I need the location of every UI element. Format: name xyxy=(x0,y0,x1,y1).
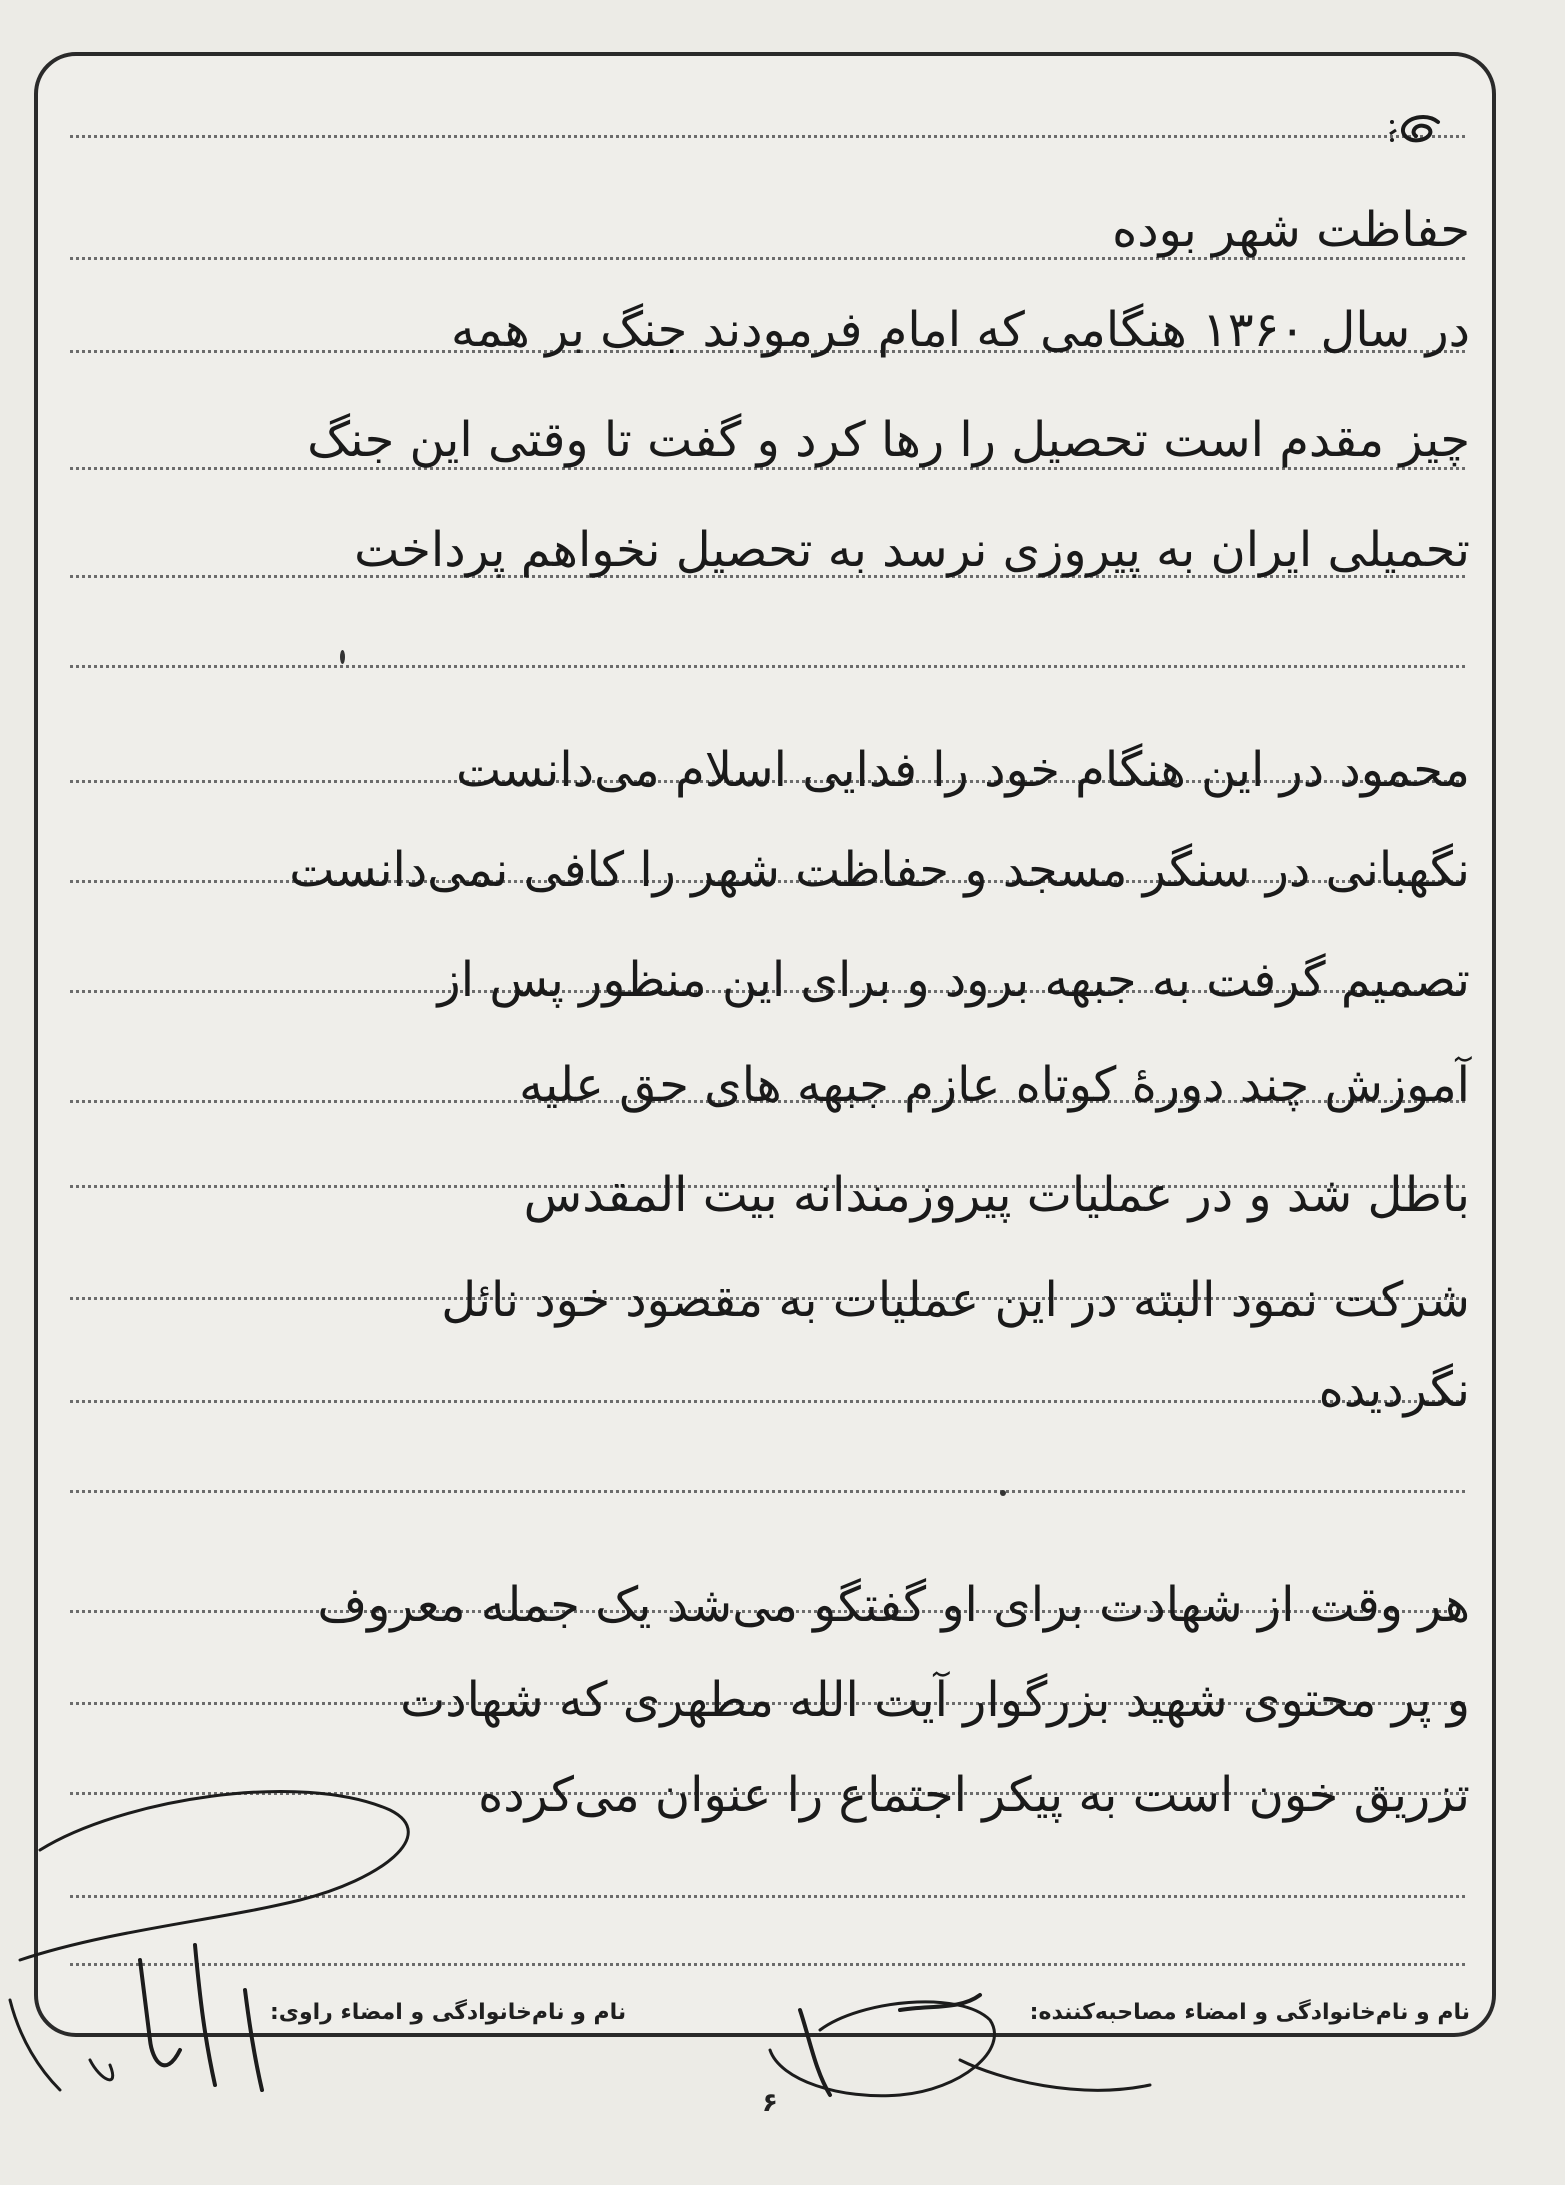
handwritten-line-10: شرکت نمود البته در این عملیات به مقصود خود نائل xyxy=(441,1272,1470,1328)
handwritten-line-2: در سال ۱۳۶۰ هنگامی که امام فرمودند جنگ بر همه xyxy=(451,302,1470,358)
handwritten-line-8: آموزش چند دورهٔ کوتاه عازم جبهه های حق علیه xyxy=(519,1057,1470,1113)
signature-footer xyxy=(270,2000,1470,2040)
interviewer-signature-label: نام و نام‌خانوادگی و امضاء مصاحبه‌کننده: xyxy=(1029,2000,1470,2025)
handwritten-line-14: تزریق خون است به پیکر اجتماع را عنوان می‌کرده xyxy=(478,1767,1470,1823)
ruled-line xyxy=(70,665,1465,668)
ruled-line xyxy=(70,1963,1465,1966)
hand-marker-icon xyxy=(1388,110,1448,150)
handwritten-line-11: نگردیده xyxy=(1318,1362,1470,1418)
handwritten-line-13: و پر محتوی شهید بزرگوار آیت الله مطهری که شهادت xyxy=(400,1672,1470,1728)
handwritten-line-9: باطل شد و در عملیات پیروزمندانه بیت المقدس xyxy=(523,1167,1470,1223)
ruled-line xyxy=(70,1490,1465,1493)
ruled-line xyxy=(70,1895,1465,1898)
ink-speck xyxy=(1000,1490,1006,1496)
handwritten-line-5: محمود در این هنگام خود را فدایی اسلام می‌دانست xyxy=(456,742,1470,798)
handwritten-line-3: چیز مقدم است تحصیل را رها کرد و گفت تا وقتی این جنگ xyxy=(307,412,1470,468)
ink-speck xyxy=(340,650,345,664)
handwritten-line-4: تحمیلی ایران به پیروزی نرسد به تحصیل نخواهم پرداخت xyxy=(354,522,1470,578)
handwritten-line-7: تصمیم گرفت به جبهه برود و برای این منظور پس از xyxy=(437,952,1470,1008)
handwritten-line-1: حفاظت شهر بوده xyxy=(1112,202,1470,258)
page-number: ۶ xyxy=(762,2088,778,2118)
ruled-line xyxy=(70,1400,1465,1403)
handwritten-line-12: هر وقت از شهادت برای او گفتگو می‌شد یک جمله معروف xyxy=(317,1577,1470,1633)
narrator-signature-label: نام و نام‌خانوادگی و امضاء راوی: xyxy=(270,2000,627,2025)
ruled-line xyxy=(70,135,1465,138)
handwritten-line-6: نگهبانی در سنگر مسجد و حفاظت شهر را کافی نمی‌دانست xyxy=(289,842,1470,898)
